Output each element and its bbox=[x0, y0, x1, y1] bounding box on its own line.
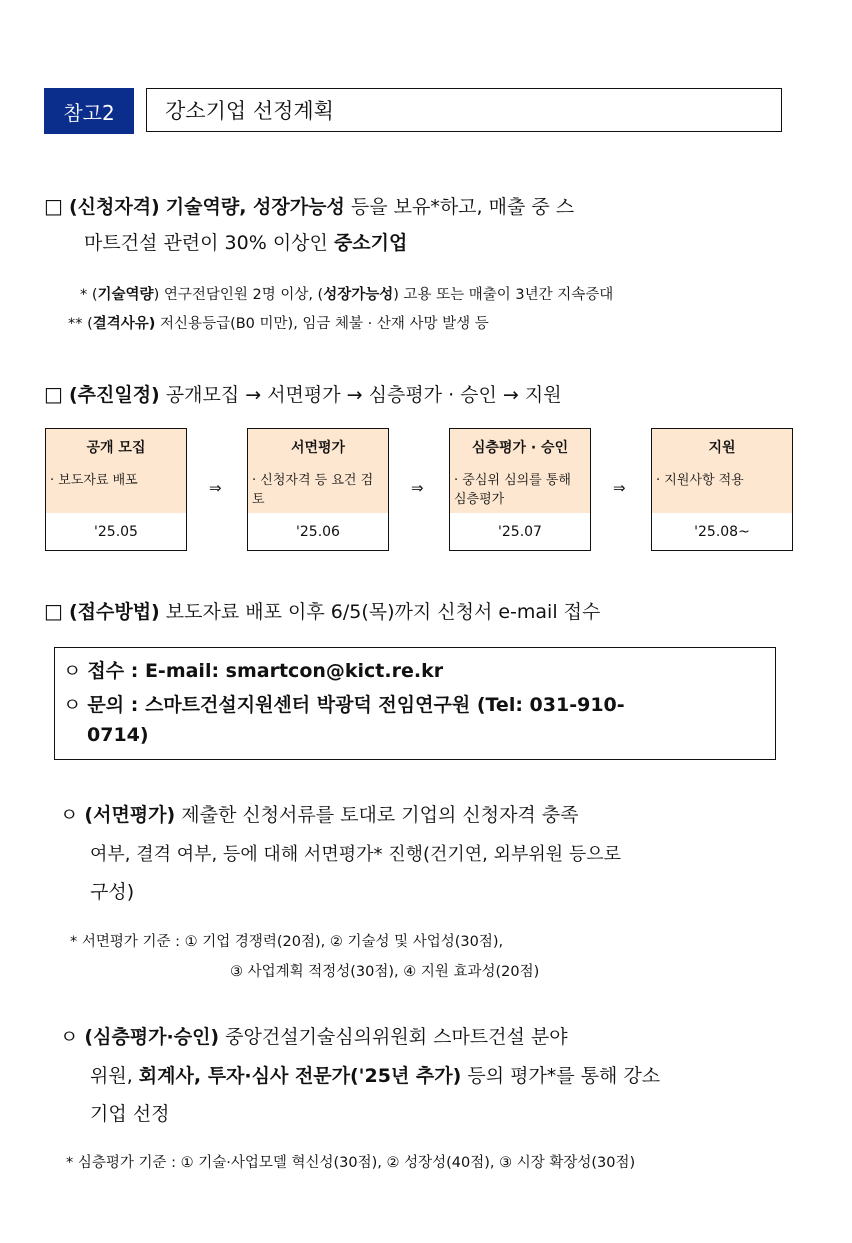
s1-note2-rest: 저신용등급(B0 미만), 임금 체불 · 산재 사망 발생 등 bbox=[155, 316, 489, 332]
circle-bullet-icon: ㅇ bbox=[60, 804, 79, 826]
s1-note2-b: 결격사유) bbox=[92, 316, 156, 332]
s4-note1: * 서면평가 기준 : ① 기업 경쟁력(20점), ② 기술성 및 사업성(30점), bbox=[70, 934, 504, 950]
s1-line2-pre: 마트건설 관련이 30% 이상인 bbox=[84, 232, 334, 254]
s5-line3: 기업 선정 bbox=[90, 1103, 170, 1125]
section-title bbox=[146, 88, 782, 132]
circle-bullet-icon: ㅇ bbox=[63, 660, 82, 682]
s1-note2 bbox=[68, 312, 489, 333]
s5-line2-pre: 위원, bbox=[90, 1065, 139, 1087]
section-title-text: 강소기업 선정계획 bbox=[165, 99, 334, 123]
contact-email-label: 접수 bbox=[87, 660, 125, 682]
s3-line bbox=[44, 597, 600, 624]
double-arrow-icon: ⇒ bbox=[209, 479, 222, 497]
s1-line2 bbox=[84, 228, 407, 255]
circle-bullet-icon: ㅇ bbox=[60, 1026, 79, 1048]
s1-line1 bbox=[44, 192, 574, 219]
s2-text: 공개모집 → 서면평가 → 심층평가 · 승인 → 지원 bbox=[159, 384, 562, 406]
stage-desc: · 중심위 심의를 통해 심층평가 bbox=[454, 473, 571, 507]
s1-line1-bold: 기술역량, 성장가능성 bbox=[165, 196, 345, 218]
s4-label: (서면평가) bbox=[84, 804, 176, 826]
stage-date: '25.07 bbox=[498, 523, 542, 540]
contact-inquiry: : 스마트건설지원센터 박광덕 전임연구원 (Tel: 031-910- bbox=[124, 694, 625, 716]
s5-line2-bold: 회계사, 투자·심사 전문가('25년 추가) bbox=[138, 1065, 462, 1087]
s4-line1-text: 제출한 신청서류를 토대로 기업의 신청자격 충족 bbox=[175, 804, 579, 826]
double-arrow-icon: ⇒ bbox=[411, 479, 424, 497]
contact-phone-cont: 0714) bbox=[87, 724, 149, 746]
s1-note1 bbox=[80, 283, 613, 304]
s2-label: (추진일정) bbox=[68, 384, 160, 406]
contact-email-line bbox=[63, 656, 443, 683]
stage-box bbox=[45, 428, 187, 551]
double-arrow-icon: ⇒ bbox=[613, 479, 626, 497]
stage-box bbox=[247, 428, 389, 551]
s3-text: 보도자료 배포 이후 6/5(목)까지 신청서 e-mail 접수 bbox=[159, 601, 601, 623]
reference-badge: 참고2 bbox=[44, 88, 134, 134]
checkbox-icon: □ bbox=[44, 194, 63, 218]
s5-note: * 심층평가 기준 : ① 기술·사업모델 혁신성(30점), ② 성장성(40점), ③ 시장 확장성(30점) bbox=[66, 1155, 636, 1171]
contact-inquiry-line bbox=[63, 690, 625, 717]
stage-date: '25.08~ bbox=[694, 523, 750, 540]
s1-line1-rest: 등을 보유*하고, 매출 중 스 bbox=[344, 196, 575, 218]
stage-desc: · 지원사항 적용 bbox=[656, 473, 744, 488]
s1-note1-pre: * ( bbox=[80, 287, 98, 303]
s1-line2-bold: 중소기업 bbox=[333, 232, 408, 254]
contact-inquiry-label: 문의 bbox=[87, 694, 125, 716]
stage-desc: · 보도자료 배포 bbox=[50, 473, 138, 488]
s4-line3: 구성) bbox=[90, 881, 135, 903]
s1-note1-mid: ) 연구전담인원 2명 이상, ( bbox=[153, 287, 324, 303]
stage-box bbox=[651, 428, 793, 551]
s4-note2: ③ 사업계획 적정성(30점), ④ 지원 효과성(20점) bbox=[230, 964, 540, 980]
s4-line1 bbox=[60, 800, 579, 827]
s4-line2: 여부, 결격 여부, 등에 대해 서면평가* 진행(건기연, 외부위원 등으로 bbox=[90, 844, 622, 865]
circle-bullet-icon: ㅇ bbox=[63, 694, 82, 716]
stage-title: 심층평가 · 승인 bbox=[471, 440, 569, 456]
s5-label: (심층평가·승인) bbox=[84, 1026, 220, 1048]
stage-title: 공개 모집 bbox=[86, 440, 146, 456]
checkbox-icon: □ bbox=[44, 382, 63, 406]
s5-line1 bbox=[60, 1022, 568, 1049]
stage-title: 지원 bbox=[708, 440, 736, 456]
s5-line1-text: 중앙건설기술심의위원회 스마트건설 분야 bbox=[219, 1026, 568, 1048]
s2-line bbox=[44, 380, 562, 407]
s1-label: (신청자격) bbox=[68, 196, 160, 218]
contact-box bbox=[54, 647, 776, 760]
checkbox-icon: □ bbox=[44, 599, 63, 623]
stage-date: '25.05 bbox=[94, 523, 138, 540]
stage-title: 서면평가 bbox=[290, 440, 346, 456]
s1-note2-pre: ** ( bbox=[68, 316, 93, 332]
stage-date: '25.06 bbox=[296, 523, 340, 540]
s3-label: (접수방법) bbox=[68, 601, 160, 623]
stage-box bbox=[449, 428, 591, 551]
s5-line2 bbox=[90, 1061, 660, 1088]
s5-line2-rest: 등의 평가*를 통해 강소 bbox=[461, 1065, 661, 1087]
s1-note1-rest: ) 고용 또는 매출이 3년간 지속증대 bbox=[393, 287, 614, 303]
s1-note1-b2: 성장가능성 bbox=[323, 287, 394, 303]
s1-note1-b1: 기술역량 bbox=[97, 287, 154, 303]
contact-email[interactable]: : E-mail: smartcon@kict.re.kr bbox=[124, 660, 444, 682]
stage-desc: · 신청자격 등 요건 검토 bbox=[252, 473, 374, 507]
